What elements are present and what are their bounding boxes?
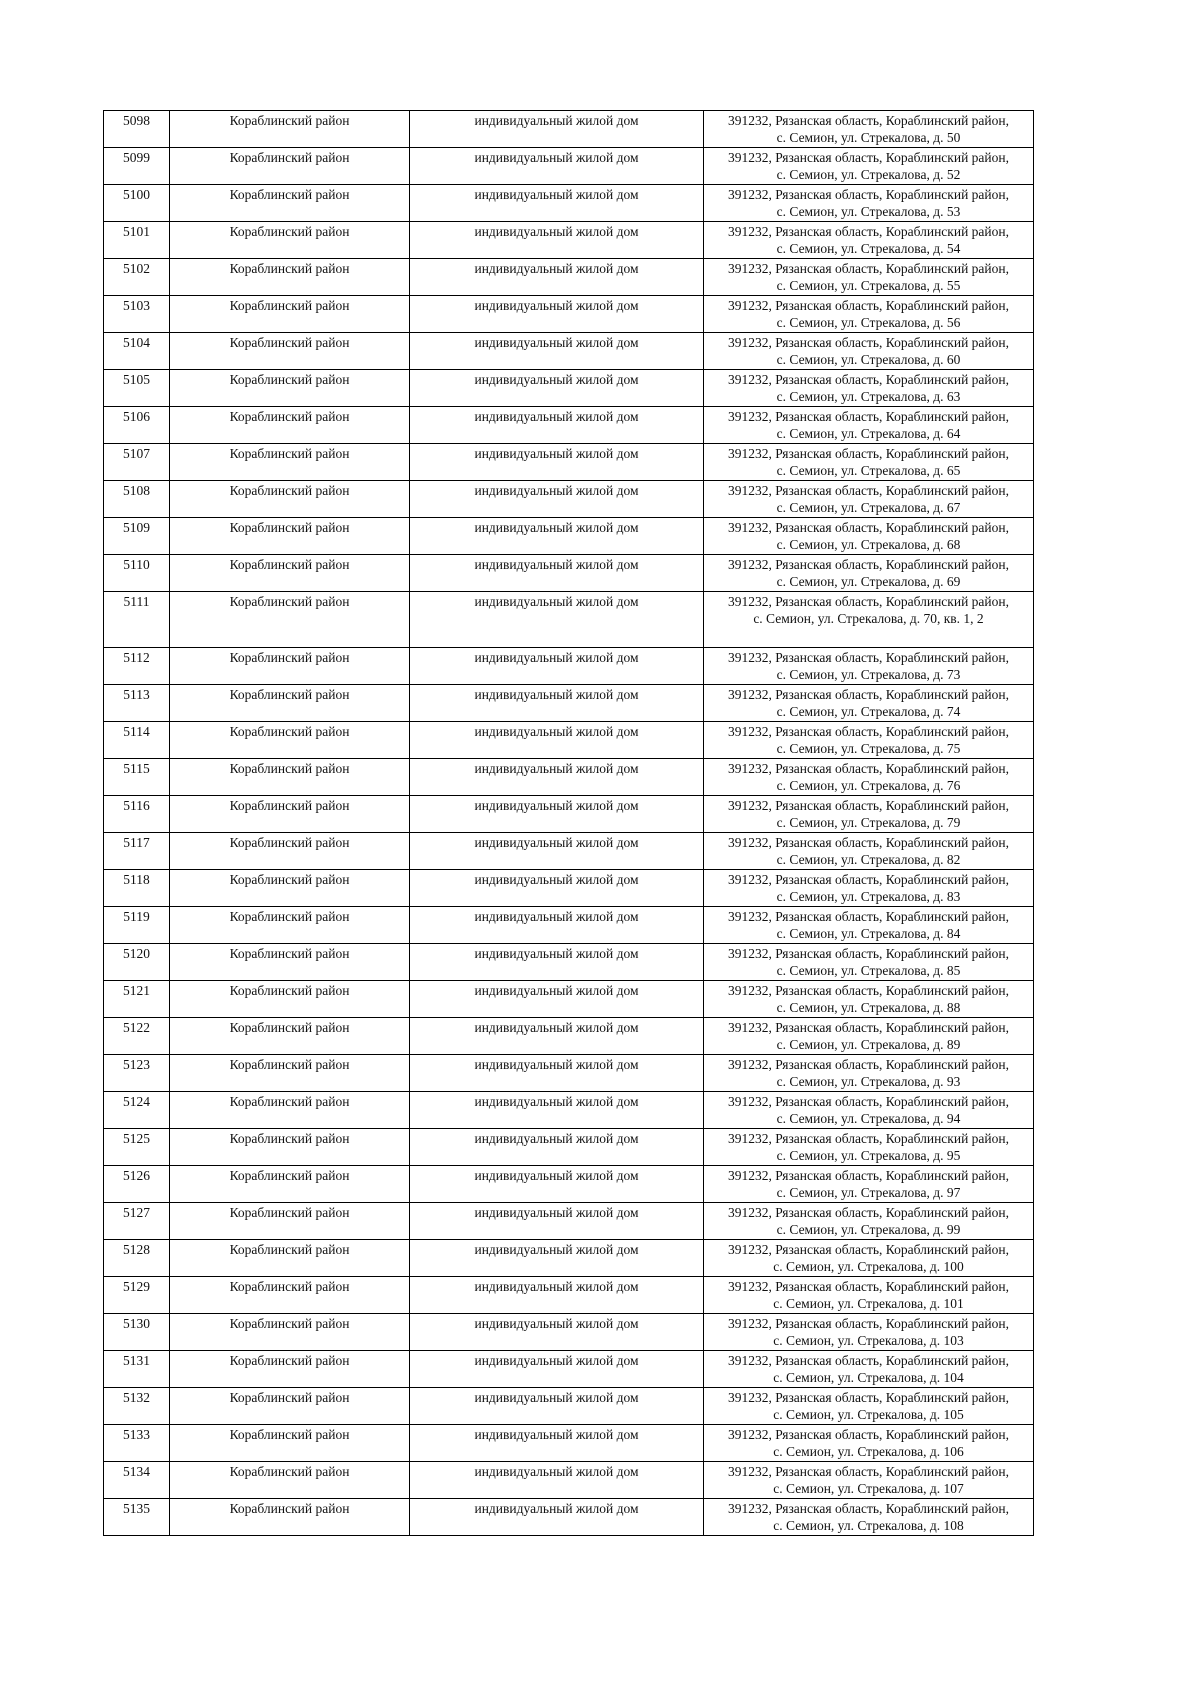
address-line-2: с. Семион, ул. Стрекалова, д. 70, кв. 1, 2 [753, 611, 984, 626]
address-line-2: с. Семион, ул. Стрекалова, д. 63 [776, 389, 961, 404]
row-district: Кораблинский район [170, 1499, 410, 1536]
row-building-type: индивидуальный жилой дом [410, 648, 704, 685]
address-line-1: 391232, Рязанская область, Кораблинский район, [728, 1020, 1009, 1035]
row-building-type: индивидуальный жилой дом [410, 1129, 704, 1166]
row-building-type: индивидуальный жилой дом [410, 981, 704, 1018]
row-district: Кораблинский район [170, 222, 410, 259]
address-line-2: с. Семион, ул. Стрекалова, д. 99 [776, 1222, 961, 1237]
table-row [104, 981, 1034, 1018]
address-line-2: с. Семион, ул. Стрекалова, д. 82 [776, 852, 961, 867]
address-line-2: с. Семион, ул. Стрекалова, д. 94 [776, 1111, 961, 1126]
row-building-type: индивидуальный жилой дом [410, 944, 704, 981]
address-line-1: 391232, Рязанская область, Кораблинский район, [728, 372, 1009, 387]
row-address [704, 759, 1034, 796]
row-building-type: индивидуальный жилой дом [410, 481, 704, 518]
row-building-type: индивидуальный жилой дом [410, 1092, 704, 1129]
row-number: 5126 [104, 1166, 170, 1203]
address-line-2: с. Семион, ул. Стрекалова, д. 95 [776, 1148, 961, 1163]
row-address [704, 1351, 1034, 1388]
row-address [704, 1055, 1034, 1092]
row-number: 5111 [104, 592, 170, 648]
row-district: Кораблинский район [170, 111, 410, 148]
table-row [104, 648, 1034, 685]
address-line-2: с. Семион, ул. Стрекалова, д. 75 [776, 741, 961, 756]
table-row [104, 1203, 1034, 1240]
row-number: 5130 [104, 1314, 170, 1351]
row-building-type: индивидуальный жилой дом [410, 111, 704, 148]
row-number: 5115 [104, 759, 170, 796]
row-number: 5129 [104, 1277, 170, 1314]
row-address [704, 685, 1034, 722]
table-row [104, 907, 1034, 944]
row-number: 5121 [104, 981, 170, 1018]
table-row [104, 833, 1034, 870]
row-address [704, 1092, 1034, 1129]
address-line-2: с. Семион, ул. Стрекалова, д. 64 [776, 426, 961, 441]
table-row [104, 722, 1034, 759]
address-line-1: 391232, Рязанская область, Кораблинский район, [728, 483, 1009, 498]
row-district: Кораблинский район [170, 555, 410, 592]
row-number: 5099 [104, 148, 170, 185]
address-line-1: 391232, Рязанская область, Кораблинский район, [728, 409, 1009, 424]
table-row [104, 759, 1034, 796]
table-body [104, 111, 1034, 1536]
address-line-2: с. Семион, ул. Стрекалова, д. 104 [773, 1370, 964, 1385]
address-line-2: с. Семион, ул. Стрекалова, д. 100 [773, 1259, 964, 1274]
address-line-1: 391232, Рязанская область, Кораблинский район, [728, 1353, 1009, 1368]
address-line-2: с. Семион, ул. Стрекалова, д. 103 [773, 1333, 964, 1348]
row-address [704, 1129, 1034, 1166]
address-line-2: с. Семион, ул. Стрекалова, д. 93 [776, 1074, 961, 1089]
row-building-type: индивидуальный жилой дом [410, 333, 704, 370]
row-building-type: индивидуальный жилой дом [410, 1203, 704, 1240]
address-line-1: 391232, Рязанская область, Кораблинский район, [728, 798, 1009, 813]
address-line-1: 391232, Рязанская область, Кораблинский район, [728, 1242, 1009, 1257]
row-district: Кораблинский район [170, 1055, 410, 1092]
table-row [104, 1092, 1034, 1129]
address-line-1: 391232, Рязанская область, Кораблинский район, [728, 224, 1009, 239]
address-line-2: с. Семион, ул. Стрекалова, д. 79 [776, 815, 961, 830]
address-line-2: с. Семион, ул. Стрекалова, д. 65 [776, 463, 961, 478]
row-number: 5100 [104, 185, 170, 222]
row-building-type: индивидуальный жилой дом [410, 1351, 704, 1388]
row-district: Кораблинский район [170, 759, 410, 796]
row-district: Кораблинский район [170, 1240, 410, 1277]
address-line-1: 391232, Рязанская область, Кораблинский район, [728, 1205, 1009, 1220]
row-number: 5108 [104, 481, 170, 518]
row-number: 5112 [104, 648, 170, 685]
row-address [704, 259, 1034, 296]
row-address [704, 907, 1034, 944]
row-building-type: индивидуальный жилой дом [410, 1425, 704, 1462]
address-line-1: 391232, Рязанская область, Кораблинский район, [728, 557, 1009, 572]
row-address [704, 481, 1034, 518]
row-district: Кораблинский район [170, 444, 410, 481]
table-row [104, 333, 1034, 370]
row-number: 5119 [104, 907, 170, 944]
housing-registry-table [103, 110, 1034, 1536]
table-row [104, 1166, 1034, 1203]
row-district: Кораблинский район [170, 1388, 410, 1425]
row-district: Кораблинский район [170, 870, 410, 907]
row-district: Кораблинский район [170, 685, 410, 722]
address-line-2: с. Семион, ул. Стрекалова, д. 83 [776, 889, 961, 904]
row-number: 5120 [104, 944, 170, 981]
row-number: 5118 [104, 870, 170, 907]
row-district: Кораблинский район [170, 518, 410, 555]
row-building-type: индивидуальный жилой дом [410, 1018, 704, 1055]
address-line-1: 391232, Рязанская область, Кораблинский район, [728, 298, 1009, 313]
row-number: 5131 [104, 1351, 170, 1388]
row-number: 5132 [104, 1388, 170, 1425]
row-building-type: индивидуальный жилой дом [410, 1166, 704, 1203]
address-line-2: с. Семион, ул. Стрекалова, д. 67 [776, 500, 961, 515]
table-row [104, 1129, 1034, 1166]
row-number: 5134 [104, 1462, 170, 1499]
address-line-2: с. Семион, ул. Стрекалова, д. 107 [773, 1481, 964, 1496]
address-line-2: с. Семион, ул. Стрекалова, д. 101 [773, 1296, 964, 1311]
address-line-1: 391232, Рязанская область, Кораблинский район, [728, 1279, 1009, 1294]
table-row [104, 1240, 1034, 1277]
address-line-1: 391232, Рязанская область, Кораблинский район, [728, 1131, 1009, 1146]
row-district: Кораблинский район [170, 185, 410, 222]
address-line-1: 391232, Рязанская область, Кораблинский район, [728, 687, 1009, 702]
address-line-1: 391232, Рязанская область, Кораблинский район, [728, 983, 1009, 998]
row-address [704, 1314, 1034, 1351]
row-number: 5116 [104, 796, 170, 833]
table-row [104, 296, 1034, 333]
address-line-2: с. Семион, ул. Стрекалова, д. 56 [776, 315, 961, 330]
row-number: 5125 [104, 1129, 170, 1166]
address-line-2: с. Семион, ул. Стрекалова, д. 54 [776, 241, 961, 256]
address-line-2: с. Семион, ул. Стрекалова, д. 52 [776, 167, 961, 182]
address-line-2: с. Семион, ул. Стрекалова, д. 55 [776, 278, 961, 293]
address-line-2: с. Семион, ул. Стрекалова, д. 105 [773, 1407, 964, 1422]
row-address [704, 518, 1034, 555]
row-address [704, 592, 1034, 648]
row-address [704, 333, 1034, 370]
address-line-2: с. Семион, ул. Стрекалова, д. 106 [773, 1444, 964, 1459]
row-district: Кораблинский район [170, 907, 410, 944]
table-row [104, 796, 1034, 833]
address-line-1: 391232, Рязанская область, Кораблинский район, [728, 113, 1009, 128]
table-row [104, 407, 1034, 444]
row-number: 5113 [104, 685, 170, 722]
address-line-1: 391232, Рязанская область, Кораблинский район, [728, 724, 1009, 739]
address-line-1: 391232, Рязанская область, Кораблинский район, [728, 1390, 1009, 1405]
row-address [704, 222, 1034, 259]
row-number: 5110 [104, 555, 170, 592]
row-address [704, 1240, 1034, 1277]
row-building-type: индивидуальный жилой дом [410, 1388, 704, 1425]
row-district: Кораблинский район [170, 944, 410, 981]
row-building-type: индивидуальный жилой дом [410, 370, 704, 407]
address-line-2: с. Семион, ул. Стрекалова, д. 97 [776, 1185, 961, 1200]
table-row [104, 481, 1034, 518]
row-district: Кораблинский район [170, 370, 410, 407]
table-row [104, 1462, 1034, 1499]
row-address [704, 185, 1034, 222]
table-row [104, 370, 1034, 407]
row-number: 5124 [104, 1092, 170, 1129]
address-line-2: с. Семион, ул. Стрекалова, д. 88 [776, 1000, 961, 1015]
address-line-2: с. Семион, ул. Стрекалова, д. 84 [776, 926, 961, 941]
row-district: Кораблинский район [170, 1314, 410, 1351]
row-building-type: индивидуальный жилой дом [410, 1055, 704, 1092]
row-number: 5123 [104, 1055, 170, 1092]
table-row [104, 1351, 1034, 1388]
row-address [704, 444, 1034, 481]
table-row [104, 685, 1034, 722]
row-building-type: индивидуальный жилой дом [410, 685, 704, 722]
address-line-1: 391232, Рязанская область, Кораблинский район, [728, 909, 1009, 924]
row-district: Кораблинский район [170, 333, 410, 370]
row-address [704, 407, 1034, 444]
row-building-type: индивидуальный жилой дом [410, 259, 704, 296]
row-number: 5114 [104, 722, 170, 759]
address-line-2: с. Семион, ул. Стрекалова, д. 60 [776, 352, 961, 367]
table-row [104, 870, 1034, 907]
row-address [704, 555, 1034, 592]
row-address [704, 1462, 1034, 1499]
row-district: Кораблинский район [170, 648, 410, 685]
row-district: Кораблинский район [170, 259, 410, 296]
row-address [704, 1166, 1034, 1203]
row-number: 5117 [104, 833, 170, 870]
row-address [704, 296, 1034, 333]
row-district: Кораблинский район [170, 981, 410, 1018]
row-address [704, 1018, 1034, 1055]
table-row [104, 1499, 1034, 1536]
address-line-2: с. Семион, ул. Стрекалова, д. 74 [776, 704, 961, 719]
row-number: 5098 [104, 111, 170, 148]
address-line-2: с. Семион, ул. Стрекалова, д. 76 [776, 778, 961, 793]
table-row [104, 1018, 1034, 1055]
address-line-1: 391232, Рязанская область, Кораблинский район, [728, 1094, 1009, 1109]
row-building-type: индивидуальный жилой дом [410, 444, 704, 481]
row-number: 5106 [104, 407, 170, 444]
address-line-1: 391232, Рязанская область, Кораблинский район, [728, 1464, 1009, 1479]
address-line-1: 391232, Рязанская область, Кораблинский район, [728, 835, 1009, 850]
row-address [704, 1499, 1034, 1536]
table-row [104, 222, 1034, 259]
table-row [104, 111, 1034, 148]
row-district: Кораблинский район [170, 1351, 410, 1388]
row-building-type: индивидуальный жилой дом [410, 722, 704, 759]
address-line-2: с. Семион, ул. Стрекалова, д. 50 [776, 130, 961, 145]
row-district: Кораблинский район [170, 796, 410, 833]
row-address [704, 722, 1034, 759]
row-district: Кораблинский район [170, 1277, 410, 1314]
row-district: Кораблинский район [170, 1129, 410, 1166]
row-district: Кораблинский район [170, 407, 410, 444]
row-building-type: индивидуальный жилой дом [410, 592, 704, 648]
row-district: Кораблинский район [170, 1425, 410, 1462]
row-number: 5105 [104, 370, 170, 407]
table-row [104, 444, 1034, 481]
row-building-type: индивидуальный жилой дом [410, 222, 704, 259]
row-address [704, 111, 1034, 148]
address-line-1: 391232, Рязанская область, Кораблинский район, [728, 446, 1009, 461]
address-line-1: 391232, Рязанская область, Кораблинский район, [728, 872, 1009, 887]
table-row [104, 944, 1034, 981]
row-building-type: индивидуальный жилой дом [410, 1462, 704, 1499]
row-address [704, 870, 1034, 907]
row-address [704, 648, 1034, 685]
address-line-2: с. Семион, ул. Стрекалова, д. 89 [776, 1037, 961, 1052]
address-line-1: 391232, Рязанская область, Кораблинский район, [728, 650, 1009, 665]
address-line-1: 391232, Рязанская область, Кораблинский район, [728, 1057, 1009, 1072]
row-address [704, 981, 1034, 1018]
row-address [704, 1388, 1034, 1425]
address-line-1: 391232, Рязанская область, Кораблинский район, [728, 761, 1009, 776]
row-building-type: индивидуальный жилой дом [410, 759, 704, 796]
address-line-1: 391232, Рязанская область, Кораблинский район, [728, 594, 1009, 609]
row-building-type: индивидуальный жилой дом [410, 296, 704, 333]
row-address [704, 148, 1034, 185]
row-building-type: индивидуальный жилой дом [410, 518, 704, 555]
row-address [704, 1425, 1034, 1462]
row-building-type: индивидуальный жилой дом [410, 1314, 704, 1351]
table-row [104, 1388, 1034, 1425]
row-building-type: индивидуальный жилой дом [410, 1499, 704, 1536]
row-district: Кораблинский район [170, 833, 410, 870]
row-number: 5104 [104, 333, 170, 370]
row-building-type: индивидуальный жилой дом [410, 407, 704, 444]
address-line-1: 391232, Рязанская область, Кораблинский район, [728, 946, 1009, 961]
row-address [704, 944, 1034, 981]
table-row [104, 518, 1034, 555]
row-number: 5109 [104, 518, 170, 555]
table-row [104, 555, 1034, 592]
address-line-1: 391232, Рязанская область, Кораблинский район, [728, 1501, 1009, 1516]
row-number: 5133 [104, 1425, 170, 1462]
address-line-1: 391232, Рязанская область, Кораблинский район, [728, 261, 1009, 276]
row-district: Кораблинский район [170, 1018, 410, 1055]
row-address [704, 370, 1034, 407]
row-building-type: индивидуальный жилой дом [410, 185, 704, 222]
row-district: Кораблинский район [170, 1092, 410, 1129]
table-row [104, 1314, 1034, 1351]
address-line-2: с. Семион, ул. Стрекалова, д. 68 [776, 537, 961, 552]
table-row [104, 148, 1034, 185]
row-building-type: индивидуальный жилой дом [410, 833, 704, 870]
row-district: Кораблинский район [170, 592, 410, 648]
address-line-1: 391232, Рязанская область, Кораблинский район, [728, 1316, 1009, 1331]
address-line-1: 391232, Рязанская область, Кораблинский район, [728, 335, 1009, 350]
row-number: 5135 [104, 1499, 170, 1536]
row-district: Кораблинский район [170, 481, 410, 518]
row-district: Кораблинский район [170, 148, 410, 185]
row-building-type: индивидуальный жилой дом [410, 555, 704, 592]
row-address [704, 1277, 1034, 1314]
table-row [104, 1055, 1034, 1092]
row-building-type: индивидуальный жилой дом [410, 796, 704, 833]
table-row [104, 592, 1034, 648]
row-district: Кораблинский район [170, 1462, 410, 1499]
address-line-1: 391232, Рязанская область, Кораблинский район, [728, 187, 1009, 202]
row-number: 5103 [104, 296, 170, 333]
row-number: 5102 [104, 259, 170, 296]
row-district: Кораблинский район [170, 1166, 410, 1203]
address-line-2: с. Семион, ул. Стрекалова, д. 53 [776, 204, 961, 219]
table-row [104, 1277, 1034, 1314]
address-line-1: 391232, Рязанская область, Кораблинский район, [728, 1427, 1009, 1442]
address-line-2: с. Семион, ул. Стрекалова, д. 108 [773, 1518, 964, 1533]
row-building-type: индивидуальный жилой дом [410, 148, 704, 185]
address-line-2: с. Семион, ул. Стрекалова, д. 69 [776, 574, 961, 589]
table-row [104, 1425, 1034, 1462]
row-number: 5101 [104, 222, 170, 259]
row-district: Кораблинский район [170, 296, 410, 333]
row-number: 5127 [104, 1203, 170, 1240]
row-building-type: индивидуальный жилой дом [410, 1277, 704, 1314]
address-line-2: с. Семион, ул. Стрекалова, д. 85 [776, 963, 961, 978]
row-building-type: индивидуальный жилой дом [410, 870, 704, 907]
address-line-1: 391232, Рязанская область, Кораблинский район, [728, 150, 1009, 165]
row-address [704, 833, 1034, 870]
table-row [104, 259, 1034, 296]
address-line-1: 391232, Рязанская область, Кораблинский район, [728, 1168, 1009, 1183]
address-line-1: 391232, Рязанская область, Кораблинский район, [728, 520, 1009, 535]
row-building-type: индивидуальный жилой дом [410, 1240, 704, 1277]
row-number: 5128 [104, 1240, 170, 1277]
row-address [704, 796, 1034, 833]
row-number: 5122 [104, 1018, 170, 1055]
row-district: Кораблинский район [170, 722, 410, 759]
row-building-type: индивидуальный жилой дом [410, 907, 704, 944]
table-row [104, 185, 1034, 222]
row-number: 5107 [104, 444, 170, 481]
row-district: Кораблинский район [170, 1203, 410, 1240]
row-address [704, 1203, 1034, 1240]
address-line-2: с. Семион, ул. Стрекалова, д. 73 [776, 667, 961, 682]
